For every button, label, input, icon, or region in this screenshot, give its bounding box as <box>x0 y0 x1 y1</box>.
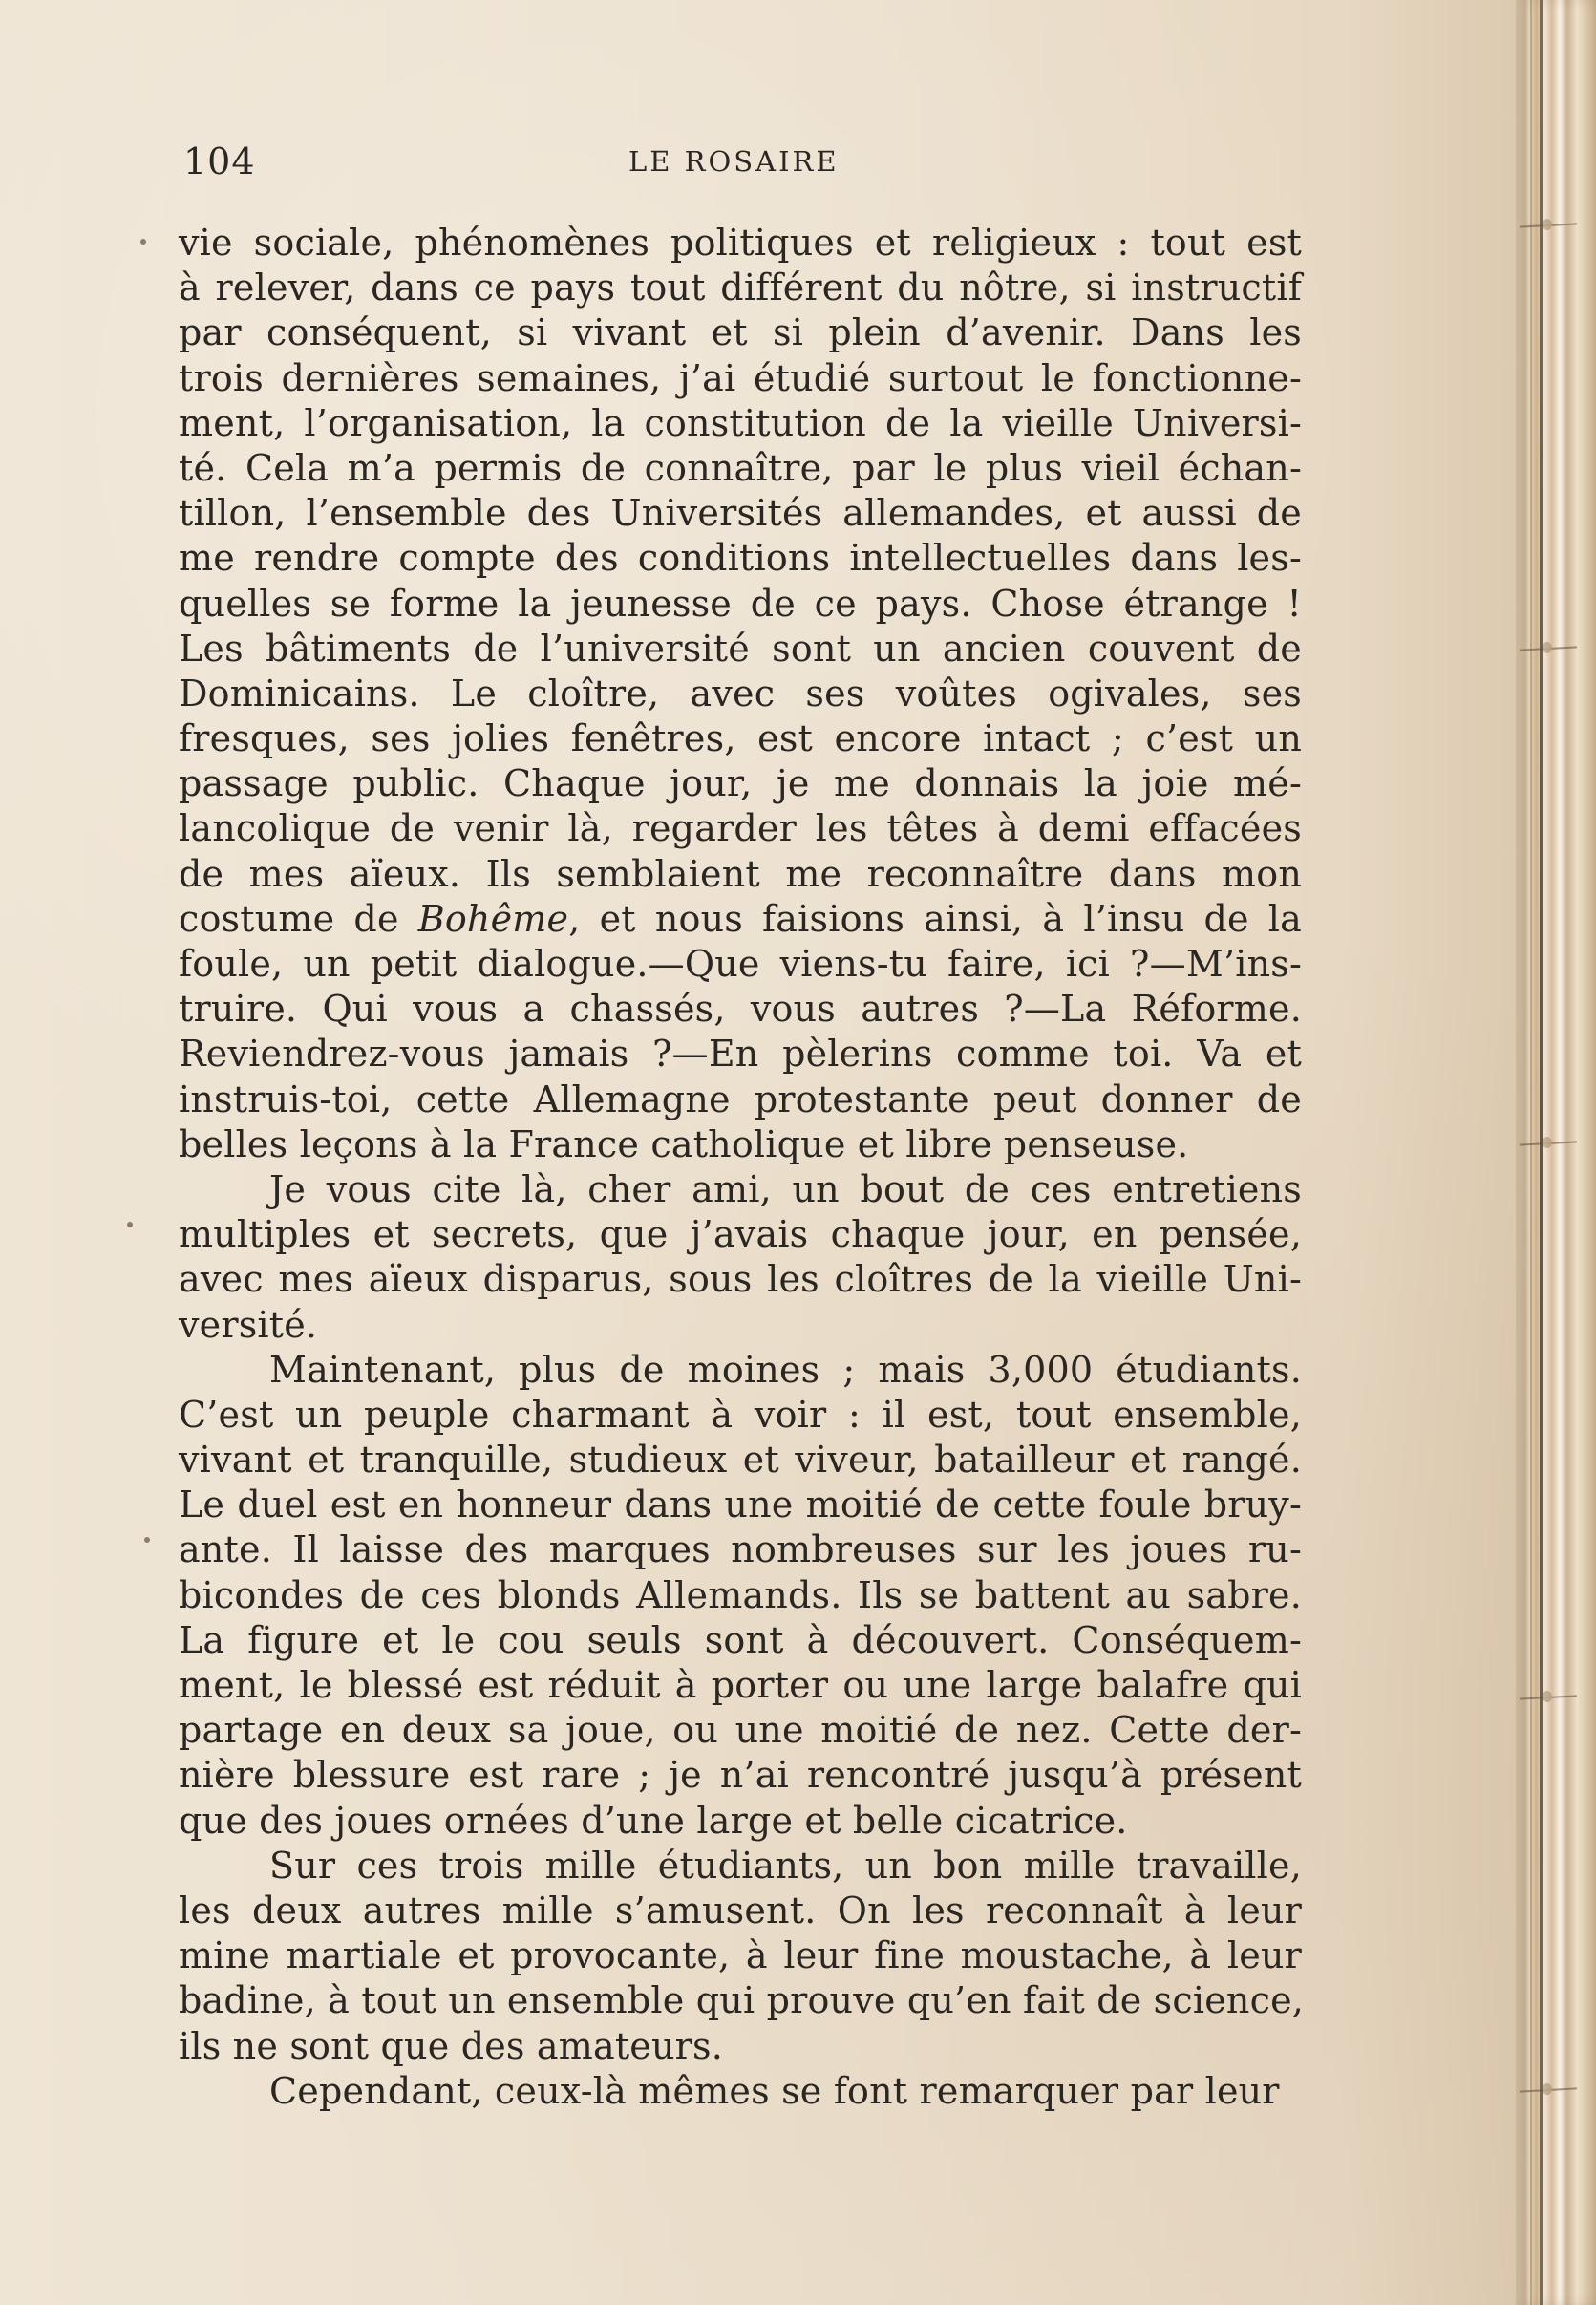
body-line: Les bâtiments de l’université sont un ancien couvent de <box>179 627 1302 670</box>
body-line: bicondes de ces blonds Allemands. Ils se battent au sabre. <box>179 1573 1302 1616</box>
body-line: instruis-toi, cette Allemagne protestante peut donner de <box>179 1078 1302 1120</box>
body-line: vie sociale, phénomènes politiques et religieux : tout est <box>179 222 1302 264</box>
body-line: quelles se forme la jeunesse de ce pays. Chose étrange ! <box>179 582 1302 625</box>
body-line: Le duel est en honneur dans une moitié de cette foule bruy- <box>179 1483 1302 1526</box>
binding-stitch <box>1520 223 1577 227</box>
body-line: vivant et tranquille, studieux et viveur, batailleur et rangé. <box>179 1439 1302 1482</box>
body-line: lancolique de venir là, regarder les têtes à demi effacées <box>179 807 1302 850</box>
body-line: ils ne sont que des amateurs. <box>179 2024 724 2067</box>
body-line: me rendre compte des conditions intellectuelles dans les- <box>179 537 1302 580</box>
body-line: ment, le blessé est réduit à porter ou une large balafre qui <box>179 1664 1302 1706</box>
margin-dot <box>144 1537 150 1543</box>
body-line: trois dernières semaines, j’ai étudié surtout le fonctionne- <box>179 356 1302 399</box>
body-line: mine martiale et provocante, à leur fine moustache, à leur <box>179 1934 1302 1977</box>
body-line: C’est un peuple charmant à voir : il est, tout ensemble, <box>179 1393 1302 1436</box>
margin-dot <box>127 1222 133 1227</box>
body-line: foule, un petit dialogue.—Que viens-tu faire, ici ?—M’ins- <box>179 943 1302 985</box>
body-line: à relever, dans ce pays tout différent du nôtre, si instructif <box>179 267 1302 309</box>
body-line: Je vous cite là, cher ami, un bout de ces entretiens <box>269 1167 1302 1210</box>
margin-dot <box>140 239 146 245</box>
body-line: versité. <box>179 1303 318 1346</box>
body-line: Cependant, ceux-là mêmes se font remarquer par leur <box>269 2069 1280 2112</box>
binding-stitch <box>1520 2087 1577 2092</box>
body-line: par conséquent, si vivant et si plein d’avenir. Dans les <box>179 311 1302 354</box>
body-line: passage public. Chaque jour, je me donnais la joie mé- <box>179 762 1302 805</box>
binding-stitch <box>1520 1141 1577 1145</box>
body-line-italic-word: costume de Bohême, et nous faisions ainsi, à l’insu de la <box>179 897 1302 940</box>
body-line: Maintenant, plus de moines ; mais 3,000 étudiants. <box>269 1348 1302 1391</box>
body-line: La figure et le cou seuls sont à découvert. Conséquem- <box>179 1618 1302 1661</box>
body-line: multiples et secrets, que j’avais chaque jour, en pensée, <box>179 1213 1302 1256</box>
body-line: les deux autres mille s’amusent. On les reconnaît à leur <box>179 1889 1302 1932</box>
body-line: nière blessure est rare ; je n’ai rencontré jusqu’à présent <box>179 1754 1302 1797</box>
page-number: 104 <box>183 140 256 182</box>
body-line: que des joues ornées d’une large et belle cicatrice. <box>179 1799 1128 1842</box>
body-line: ante. Il laisse des marques nombreuses sur les joues ru- <box>179 1528 1302 1571</box>
running-title: LE ROSAIRE <box>628 145 840 178</box>
italic-word: Bohême <box>417 897 569 940</box>
body-line: fresques, ses jolies fenêtres, est encore intact ; c’est un <box>179 717 1302 760</box>
body-line: partage en deux sa joue, ou une moitié de nez. Cette der- <box>179 1709 1302 1752</box>
body-line: Dominicains. Le cloître, avec ses voûtes ogivales, ses <box>179 672 1302 715</box>
body-line: badine, à tout un ensemble qui prouve qu’en fait de science, <box>179 1979 1305 2022</box>
body-line: Reviendrez-vous jamais ?—En pèlerins comme toi. Va et <box>179 1033 1302 1076</box>
book-binding <box>1516 0 1596 2305</box>
body-line: ment, l’organisation, la constitution de la vieille Universi- <box>179 401 1302 444</box>
body-line: belles leçons à la France catholique et libre penseuse. <box>179 1122 1189 1165</box>
body-line: tillon, l’ensemble des Universités allemandes, et aussi de <box>179 492 1302 535</box>
page-body <box>179 221 1305 2114</box>
body-line: té. Cela m’a permis de connaître, par le plus vieil échan- <box>179 446 1302 489</box>
body-line: Sur ces trois mille étudiants, un bon mille travaille, <box>269 1844 1302 1887</box>
binding-stitch <box>1520 1695 1577 1699</box>
body-line: de mes aïeux. Ils semblaient me reconnaître dans mon <box>179 852 1302 895</box>
body-line: avec mes aïeux disparus, sous les cloîtres de la vieille Uni- <box>179 1258 1302 1301</box>
body-line: truire. Qui vous a chassés, vous autres ?—La Réforme. <box>179 988 1302 1031</box>
binding-stitch <box>1520 646 1577 651</box>
